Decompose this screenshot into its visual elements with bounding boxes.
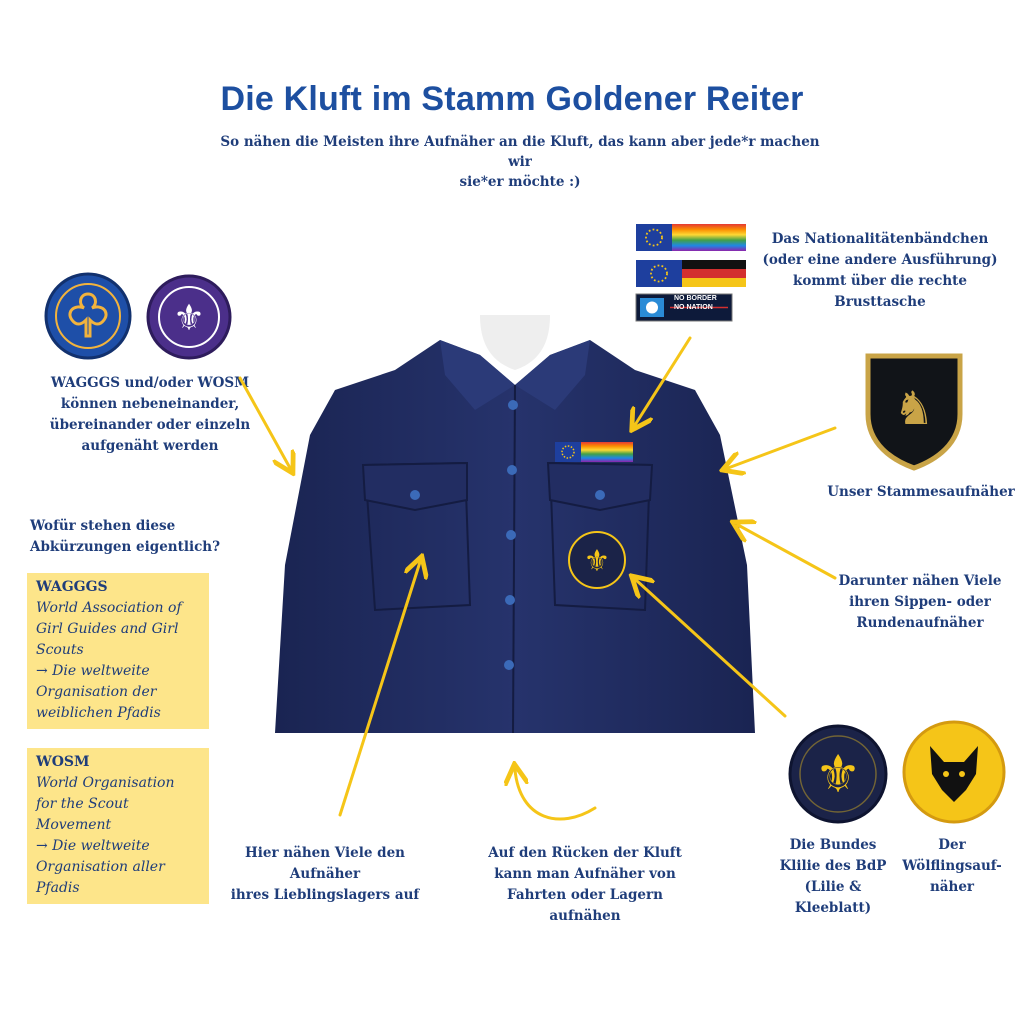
info-box-line: → Die weltweite (36, 663, 150, 679)
caption-line: Das Nationalitätenbändchen (771, 231, 989, 247)
caption-line: WAGGGS und/oder WOSM (50, 375, 250, 391)
caption-line: Wölflingsauf- (902, 858, 1002, 874)
lily-glyph: ⚜ (583, 544, 611, 579)
arrow-stamm (728, 428, 835, 468)
caption-line: Rundenaufnäher (856, 615, 984, 631)
caption-line: aufgenäht werden (81, 438, 219, 454)
arrow-lager (340, 562, 420, 815)
svg-text:⚜: ⚜ (814, 745, 862, 805)
info-box-line: Organisation der (36, 684, 157, 700)
arrow-sippe (738, 525, 835, 578)
info-box-line: → Die weltweite (36, 838, 150, 854)
caption-line: Die Bundes (789, 837, 877, 853)
caption-line: Unser Stammesaufnäher (827, 484, 1015, 500)
info-box-line: World Organisation (36, 775, 175, 791)
caption-line: übereinander oder einzeln (49, 417, 251, 433)
info-box-line: Movement (36, 817, 112, 833)
caption-line: näher (929, 879, 975, 895)
caption-line: Auf den Rücken der Kluft (488, 845, 682, 861)
no-border-text: NO BORDER (674, 295, 717, 302)
caption-line: Darunter nähen Viele (838, 573, 1002, 589)
caption-line: Hier nähen Viele den (245, 845, 405, 861)
subtitle-line: sie*er möchte :) (459, 174, 581, 190)
caption-line: Fahrten oder Lagern (507, 887, 663, 903)
page-title: Die Kluft im Stamm Goldener Reiter (220, 80, 804, 118)
info-box-line: Girl Guides and Girl (36, 621, 179, 637)
info-box-line: Pfadis (36, 880, 80, 896)
caption-line: ihren Sippen- oder (849, 594, 991, 610)
arrow-bdp (636, 580, 785, 716)
info-box-line: Organisation aller (36, 859, 165, 875)
svg-text:♞: ♞ (893, 381, 935, 435)
info-box-line: Scouts (36, 642, 84, 658)
caption-line: Klilie des BdP (779, 858, 887, 874)
arrow-wagggs (240, 378, 290, 468)
caption-line: Der (938, 837, 966, 853)
info-box-line: for the Scout (36, 796, 129, 812)
caption-line: (Lilie & (804, 879, 862, 895)
question-line: Abkürzungen eigentlich? (30, 539, 221, 555)
subtitle-line: So nähen die Meisten ihre Aufnäher an die Kluft, das kann aber jede*r machen wir (220, 134, 820, 170)
caption-line: kommt über die rechte (793, 273, 967, 289)
caption-line: Kleeblatt) (794, 900, 872, 916)
caption-line: kann man Aufnäher von (494, 866, 676, 882)
info-box-line: World Association of (36, 600, 182, 616)
svg-text:⚜: ⚜ (172, 298, 206, 339)
info-box-heading: WAGGGS (36, 579, 108, 595)
caption-line: können nebeneinander, (60, 396, 240, 412)
caption-line: aufnähen (549, 908, 621, 924)
caption-line: ihres Lieblingslagers auf (230, 887, 420, 903)
arrow-ruecken (515, 770, 595, 819)
arrow-nationality (635, 338, 690, 425)
caption-line: Aufnäher (289, 866, 361, 882)
info-box-heading: WOSM (36, 754, 90, 770)
caption-line: Brusttasche (834, 294, 926, 310)
caption-line: (oder eine andere Ausführung) (762, 252, 998, 268)
info-box-line: weiblichen Pfadis (36, 705, 161, 721)
question-line: Wofür stehen diese (30, 518, 176, 534)
no-nation-text: NO NATION (674, 304, 713, 311)
